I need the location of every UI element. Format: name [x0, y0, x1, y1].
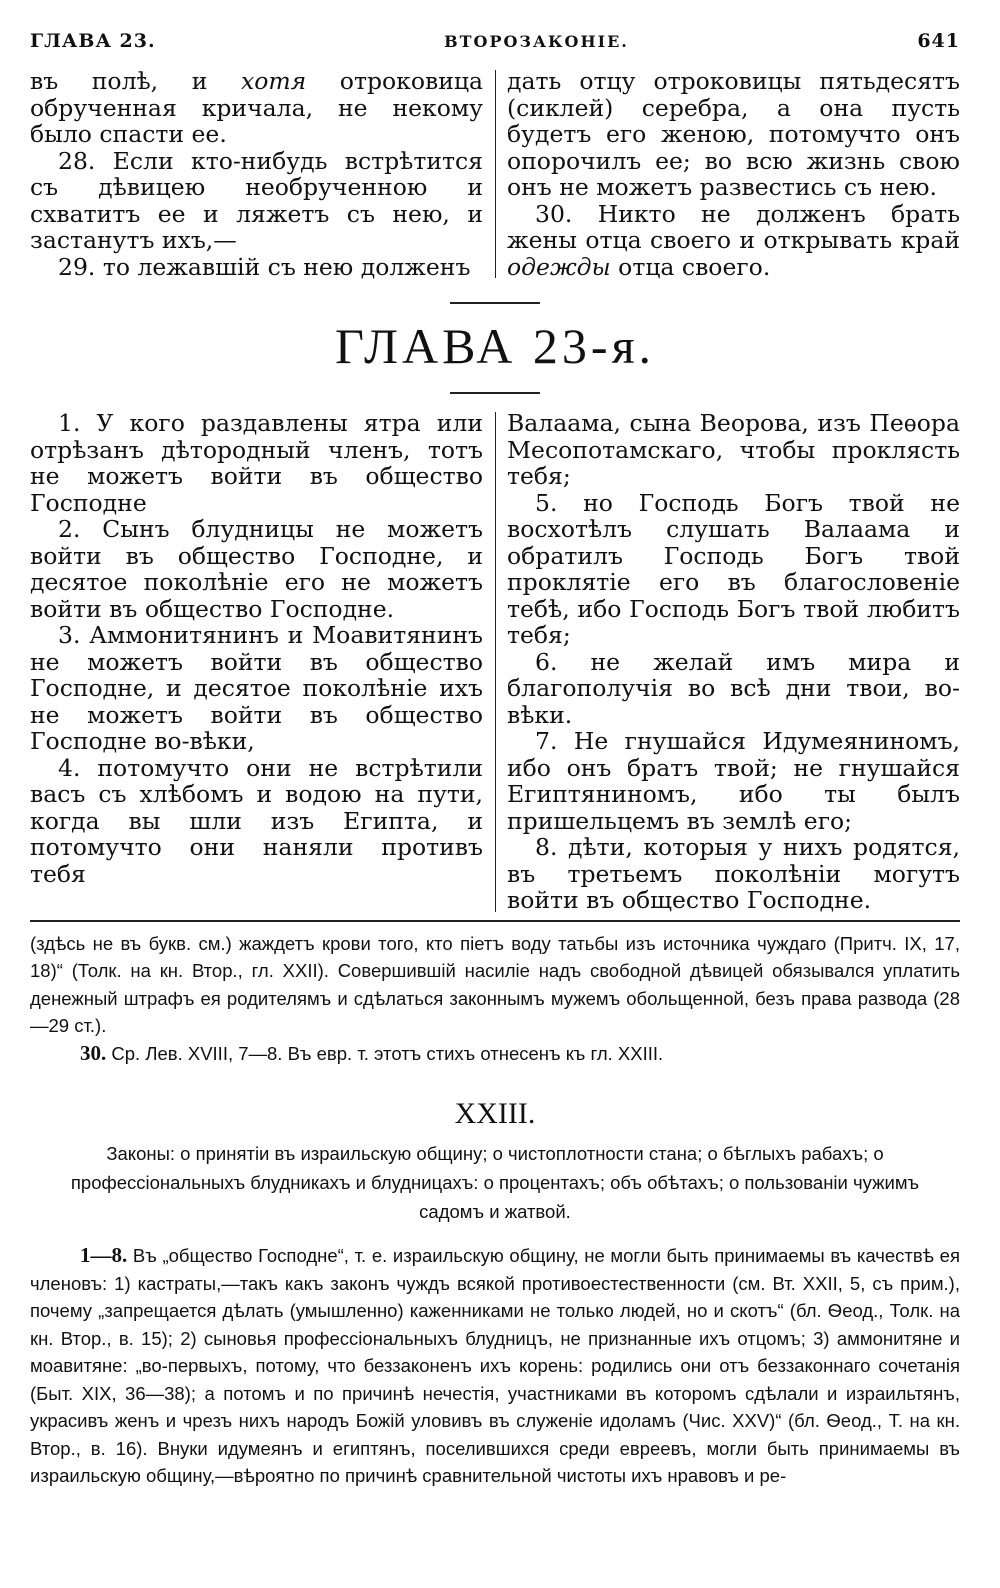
section-heading: XXIII.: [454, 1097, 536, 1130]
commentary-note-30: 30. Ср. Лев. XVIII, 7—8. Въ евр. т. этотъ стихъ отнесенъ къ гл. XXIII.: [80, 1040, 664, 1065]
verse-29-end: дать отцу отроковицы пятьдесятъ (сиклей) серебра, а она пусть будетъ его женою, потомучто онъ опорочилъ ее; во всю жизнь свою онъ не можетъ развестись съ нею.: [507, 67, 960, 201]
top-right-column: [495, 68, 960, 280]
verse-28: 28. Если кто-нибудь встрѣтится съ дѣвицею необрученною и схватитъ ее и ляжетъ съ нею, и застанутъ ихъ,—: [30, 146, 483, 254]
verse-1: 1. У кого раздавлены ятра или отрѣзанъ дѣтородный членъ, тотъ не можетъ войти въ общество Господне: [30, 409, 483, 517]
verse-2: 2. Сынъ блудницы не можетъ войти въ общество Господне, и десятое поколѣніе его не можетъ войти въ общество Господне.: [30, 515, 483, 623]
running-head-book: ВТОРОЗАКОНІЕ.: [444, 32, 629, 51]
verse-8: 8. дѣти, которыя у нихъ родятся, въ третьемъ поколѣніи могутъ войти въ общество Господне.: [507, 833, 960, 914]
chapter-right-column: [495, 410, 960, 914]
commentary-top: [30, 930, 960, 1068]
chapter-title: ГЛАВА 23-я.: [334, 318, 656, 374]
running-head-chapter: ГЛАВА 23.: [30, 30, 156, 52]
commentary-divider: [30, 920, 960, 922]
verse-5: 5. но Господь Богъ твой не восхотѣлъ слушать Валаама и обратилъ Господь Богъ твой проклятіе его въ благословеніе тебѣ, ибо Господь Богъ твой любитъ тебя;: [507, 488, 960, 649]
verse-29-start: 29. то лежавшій съ нею долженъ: [58, 252, 471, 281]
verse-6: 6. не желай имъ мира и благополучія во всѣ дни твои, во-вѣки.: [507, 647, 960, 729]
commentary-note-1-8: 1—8. Въ „общество Господне“, т. е. израильскую общину, не могли быть принимаемы въ качествѣ ея членовъ: 1) кастраты,—такъ какъ законъ чуждъ всякой противоестественности (см. Вт. XXII, 5, съ прим.), почему „запрещается дѣлать (умышленно) каженниками не только людей, но и скотъ“ (бл. Ѳеод., Толк. на кн. Втор., в. 15); 2) сыновья профессіональныхъ блудницъ, не признанные ихъ отцомъ; 3) аммонитяне и моавитяне: „во-первыхъ, потому, что беззаконенъ ихъ корень: родились они отъ беззаконнаго сочетанія (Быт. XIX, 36—38); а потомъ и по причинѣ нечестія, участниками въ которомъ сдѣлали и израильтянъ, украсивъ женъ и чрезъ нихъ народъ Божій уловивъ въ служеніе идоламъ (Чис. XXV)“ (бл. Ѳеод., Т. на кн. Втор., в. 16). Внуки идумеянъ и египтянъ, поселившихся среди евреевъ, могли быть принимаемы въ израильскую общину,—вѣроятно по причинѣ сравнительной чистоты ихъ нравовъ и ре-: [30, 1243, 960, 1486]
verse-30: 30. Никто не долженъ брать жены отца своего и открывать край одежды отца своего.: [507, 199, 960, 281]
column-divider: [495, 70, 496, 278]
verse-4-end: Валаама, сына Веорова, изъ Пеѳора Месопотамскаго, чтобы проклясть тебя;: [507, 409, 960, 490]
section-summary: Законы: о принятіи въ израильскую общину; о чистоплотности стана; о бѣглыхъ рабахъ; о профессіональныхъ блудникахъ и блудницахъ: о процентахъ; объ обѣтахъ; о пользованіи чужимъ садомъ и жатвой.: [70, 1143, 920, 1222]
commentary-continuation: (здѣсь не въ букв. см.) жаждетъ крови того, кто піетъ воду татьбы изъ источника чуждаго (Притч. IX, 17, 18)“ (Толк. на кн. Втор., гл. XXII). Совершившій насиліе надъ свободной дѣвицей обязывался уплатить денежный штрафъ ея родителямъ и сдѣлаться законнымъ мужемъ обольщенной, безъ права развода (28—29 ст.).: [30, 932, 960, 1036]
title-rule-top: [450, 302, 540, 304]
commentary-main: [30, 1242, 960, 1490]
verse-4-start: 4. потомучто они не встрѣтили васъ съ хлѣбомъ и водою на пути, когда вы шли изъ Египта, и потомучто они наняли противъ тебя: [30, 753, 483, 888]
chapter-left-column: [30, 410, 495, 914]
page-number: 641: [917, 30, 960, 52]
verse-27-end: въ полѣ, и хотя отроковица обрученная кричала, не некому было спасти ее.: [30, 67, 483, 148]
running-head: [30, 30, 960, 68]
verse-3: 3. Аммонитянинъ и Моавитянинъ не можетъ войти въ общество Господне, и десятое поколѣніе ихъ не можетъ войти въ общество Господне во-вѣки,: [30, 621, 483, 755]
top-left-column: [30, 68, 495, 280]
top-text-columns: [30, 68, 960, 280]
chapter-text-columns: [30, 410, 960, 914]
verse-7: 7. Не гнушайся Идумеяниномъ, ибо онъ братъ твой; не гнушайся Египтяниномъ, ибо ты былъ пришельцемъ въ землѣ его;: [507, 727, 960, 835]
column-divider: [495, 412, 496, 912]
